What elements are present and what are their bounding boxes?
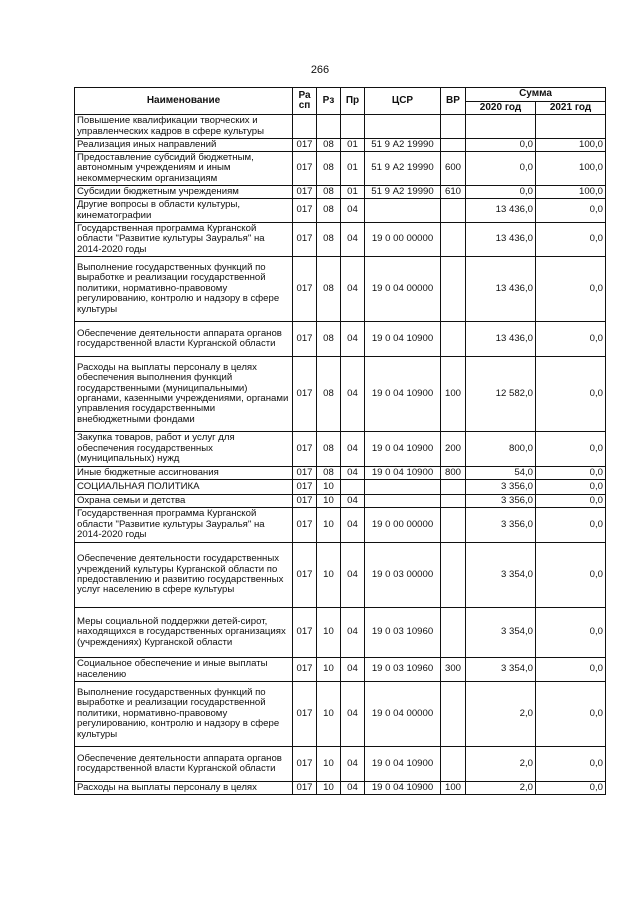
cell-name: Социальное обеспечение и иные выплаты населению (75, 658, 293, 682)
cell-2020: 800,0 (466, 432, 536, 467)
cell-csr: 19 0 04 00000 (365, 257, 441, 322)
cell-vr (441, 223, 466, 257)
cell-name: Расходы на выплаты персоналу в целях (75, 782, 293, 795)
cell-2021: 0,0 (536, 223, 606, 257)
cell-name: Реализация иных направлений (75, 139, 293, 152)
cell-2021: 0,0 (536, 199, 606, 223)
table-header (75, 88, 606, 115)
table-row (75, 322, 606, 357)
cell-rasp: 017 (293, 782, 317, 795)
cell-2021: 100,0 (536, 186, 606, 199)
cell-vr (441, 682, 466, 747)
cell-2021: 0,0 (536, 480, 606, 495)
cell-name: Другие вопросы в области культуры, кинематографии (75, 199, 293, 223)
cell-rz: 08 (317, 257, 341, 322)
table-row (75, 543, 606, 608)
cell-rz: 10 (317, 782, 341, 795)
cell-csr: 19 0 03 00000 (365, 543, 441, 608)
table-row (75, 152, 606, 186)
cell-pr: 04 (341, 432, 365, 467)
cell-pr: 04 (341, 682, 365, 747)
header-rz: Рз (317, 88, 341, 115)
cell-pr: 04 (341, 357, 365, 432)
header-name: Наименование (75, 88, 293, 115)
table-row (75, 682, 606, 747)
cell-pr: 04 (341, 543, 365, 608)
cell-vr (441, 257, 466, 322)
header-vr: ВР (441, 88, 466, 115)
cell-2020: 3 354,0 (466, 658, 536, 682)
cell-2020: 3 356,0 (466, 508, 536, 543)
cell-name: Обеспечение деятельности аппарата органов государственной власти Курганской области (75, 322, 293, 357)
cell-rz: 08 (317, 152, 341, 186)
cell-2021: 0,0 (536, 543, 606, 608)
cell-rasp: 017 (293, 139, 317, 152)
table-row (75, 257, 606, 322)
cell-pr: 01 (341, 139, 365, 152)
cell-rasp: 017 (293, 480, 317, 495)
cell-pr: 04 (341, 322, 365, 357)
cell-name: Государственная программа Курганской области "Развитие культуры Зауралья" на 2014-2020 годы (75, 223, 293, 257)
cell-vr: 800 (441, 467, 466, 480)
cell-name: Предоставление субсидий бюджетным, автономным учреждениям и иным некоммерческим организациям (75, 152, 293, 186)
cell-rasp: 017 (293, 152, 317, 186)
cell-pr: 01 (341, 152, 365, 186)
cell-2021: 100,0 (536, 152, 606, 186)
cell-csr: 19 0 04 00000 (365, 682, 441, 747)
cell-2020: 0,0 (466, 152, 536, 186)
table-row (75, 508, 606, 543)
cell-2020: 3 356,0 (466, 495, 536, 508)
cell-pr: 04 (341, 223, 365, 257)
cell-rz: 10 (317, 543, 341, 608)
table-row (75, 608, 606, 658)
header-rasp: Ра сп (293, 88, 317, 115)
cell-csr: 51 9 А2 19990 (365, 186, 441, 199)
cell-name: Охрана семьи и детства (75, 495, 293, 508)
table-row (75, 782, 606, 795)
cell-2020: 0,0 (466, 139, 536, 152)
cell-csr (365, 495, 441, 508)
table-row (75, 199, 606, 223)
cell-rz: 10 (317, 480, 341, 495)
cell-csr (365, 480, 441, 495)
cell-2021: 0,0 (536, 508, 606, 543)
header-2020: 2020 год (466, 101, 536, 115)
cell-rz: 08 (317, 467, 341, 480)
cell-name: Выполнение государственных функций по выработке и реализации государственной политики, нормативно-правовому регулированию, контролю и надзору в сфере культуры (75, 257, 293, 322)
table-row (75, 432, 606, 467)
cell-rasp: 017 (293, 467, 317, 480)
cell-name: Обеспечение деятельности государственных учреждений культуры Курганской области по предоставлению и развитию государственных услуг населению в сфере культуры (75, 543, 293, 608)
cell-rasp: 017 (293, 608, 317, 658)
cell-csr: 19 0 00 00000 (365, 223, 441, 257)
cell-name: Расходы на выплаты персоналу в целях обеспечения выполнения функций государственными (муниципальными) органами, казенными учреждениями, органами управления государственными внебюджетными фондами (75, 357, 293, 432)
cell-csr: 19 0 04 10900 (365, 322, 441, 357)
cell-vr: 100 (441, 357, 466, 432)
cell-2020: 13 436,0 (466, 257, 536, 322)
cell-vr: 610 (441, 186, 466, 199)
header-2021: 2021 год (536, 101, 606, 115)
table-row (75, 658, 606, 682)
cell-rasp: 017 (293, 658, 317, 682)
table-row (75, 186, 606, 199)
cell-name: Повышение квалификации творческих и управленческих кадров в сфере культуры (75, 115, 293, 139)
cell-rasp: 017 (293, 747, 317, 782)
cell-vr (441, 199, 466, 223)
cell-rz: 08 (317, 199, 341, 223)
cell-rasp: 017 (293, 322, 317, 357)
cell-csr: 19 0 04 10900 (365, 432, 441, 467)
cell-vr (441, 322, 466, 357)
cell-rz (317, 115, 341, 139)
cell-name: Закупка товаров, работ и услуг для обеспечения государственных (муниципальных) нужд (75, 432, 293, 467)
cell-csr: 19 0 00 00000 (365, 508, 441, 543)
cell-rz: 10 (317, 658, 341, 682)
header-sum: Сумма (466, 88, 606, 102)
cell-2021: 0,0 (536, 467, 606, 480)
cell-rz: 08 (317, 223, 341, 257)
cell-rasp: 017 (293, 223, 317, 257)
cell-rasp: 017 (293, 682, 317, 747)
cell-name: Иные бюджетные ассигнования (75, 467, 293, 480)
cell-2020: 13 436,0 (466, 199, 536, 223)
cell-vr: 300 (441, 658, 466, 682)
cell-pr: 01 (341, 186, 365, 199)
cell-csr (365, 199, 441, 223)
cell-rz: 10 (317, 608, 341, 658)
table-body (75, 115, 606, 795)
cell-2021: 0,0 (536, 682, 606, 747)
cell-pr: 04 (341, 747, 365, 782)
cell-csr (365, 115, 441, 139)
cell-vr (441, 115, 466, 139)
table-row (75, 357, 606, 432)
cell-2020: 3 356,0 (466, 480, 536, 495)
cell-rz: 08 (317, 139, 341, 152)
cell-pr: 04 (341, 508, 365, 543)
cell-rz: 08 (317, 322, 341, 357)
cell-vr: 100 (441, 782, 466, 795)
cell-name: Выполнение государственных функций по выработке и реализации государственной политики, нормативно-правовому регулированию, контролю и надзору в сфере культуры (75, 682, 293, 747)
cell-pr: 04 (341, 608, 365, 658)
cell-csr: 19 0 04 10900 (365, 782, 441, 795)
table-row (75, 115, 606, 139)
cell-pr (341, 480, 365, 495)
cell-rz: 10 (317, 747, 341, 782)
cell-2021: 0,0 (536, 608, 606, 658)
cell-2020: 3 354,0 (466, 608, 536, 658)
cell-2021: 0,0 (536, 357, 606, 432)
cell-rasp: 017 (293, 432, 317, 467)
cell-rasp: 017 (293, 357, 317, 432)
cell-2020: 12 582,0 (466, 357, 536, 432)
cell-vr (441, 608, 466, 658)
table-row (75, 223, 606, 257)
cell-2020: 0,0 (466, 186, 536, 199)
cell-pr: 04 (341, 658, 365, 682)
cell-pr (341, 115, 365, 139)
cell-vr (441, 495, 466, 508)
cell-rz: 08 (317, 186, 341, 199)
cell-rasp: 017 (293, 495, 317, 508)
cell-2021: 0,0 (536, 782, 606, 795)
cell-vr (441, 139, 466, 152)
cell-2021: 0,0 (536, 257, 606, 322)
cell-2020: 2,0 (466, 747, 536, 782)
cell-2021: 0,0 (536, 495, 606, 508)
cell-csr: 51 9 А2 19990 (365, 152, 441, 186)
cell-csr: 19 0 03 10960 (365, 658, 441, 682)
cell-2021: 0,0 (536, 747, 606, 782)
cell-2020: 3 354,0 (466, 543, 536, 608)
cell-vr: 200 (441, 432, 466, 467)
cell-rz: 10 (317, 495, 341, 508)
table-row (75, 480, 606, 495)
table-row (75, 495, 606, 508)
cell-csr: 19 0 04 10900 (365, 467, 441, 480)
cell-rasp: 017 (293, 199, 317, 223)
cell-2020: 54,0 (466, 467, 536, 480)
cell-rasp (293, 115, 317, 139)
cell-rz: 10 (317, 682, 341, 747)
cell-csr: 19 0 04 10900 (365, 357, 441, 432)
budget-table (74, 87, 606, 795)
cell-csr: 51 9 А2 19990 (365, 139, 441, 152)
cell-2021: 0,0 (536, 658, 606, 682)
cell-pr: 04 (341, 782, 365, 795)
cell-rz: 08 (317, 357, 341, 432)
cell-rasp: 017 (293, 543, 317, 608)
cell-vr (441, 508, 466, 543)
cell-pr: 04 (341, 199, 365, 223)
cell-2020: 13 436,0 (466, 223, 536, 257)
cell-vr (441, 543, 466, 608)
cell-2021: 0,0 (536, 432, 606, 467)
cell-vr: 600 (441, 152, 466, 186)
cell-pr: 04 (341, 467, 365, 480)
cell-rasp: 017 (293, 508, 317, 543)
cell-pr: 04 (341, 257, 365, 322)
cell-2021: 0,0 (536, 322, 606, 357)
cell-2021: 100,0 (536, 139, 606, 152)
table-row (75, 467, 606, 480)
cell-2020: 2,0 (466, 782, 536, 795)
header-pr: Пр (341, 88, 365, 115)
cell-rz: 08 (317, 432, 341, 467)
cell-2020 (466, 115, 536, 139)
cell-2020: 13 436,0 (466, 322, 536, 357)
cell-2020: 2,0 (466, 682, 536, 747)
cell-rz: 10 (317, 508, 341, 543)
cell-pr: 04 (341, 495, 365, 508)
cell-csr: 19 0 03 10960 (365, 608, 441, 658)
header-csr: ЦСР (365, 88, 441, 115)
cell-name: СОЦИАЛЬНАЯ ПОЛИТИКА (75, 480, 293, 495)
cell-name: Государственная программа Курганской области "Развитие культуры Зауралья" на 2014-2020 годы (75, 508, 293, 543)
page-number: 266 (310, 64, 330, 76)
cell-csr: 19 0 04 10900 (365, 747, 441, 782)
cell-name: Субсидии бюджетным учреждениям (75, 186, 293, 199)
cell-name: Меры социальной поддержки детей-сирот, находящихся в государственных организациях (учреждениях) Курганской области (75, 608, 293, 658)
table-row (75, 747, 606, 782)
cell-rasp: 017 (293, 186, 317, 199)
cell-vr (441, 480, 466, 495)
table-row (75, 139, 606, 152)
cell-name: Обеспечение деятельности аппарата органов государственной власти Курганской области (75, 747, 293, 782)
cell-rasp: 017 (293, 257, 317, 322)
cell-vr (441, 747, 466, 782)
cell-2021 (536, 115, 606, 139)
